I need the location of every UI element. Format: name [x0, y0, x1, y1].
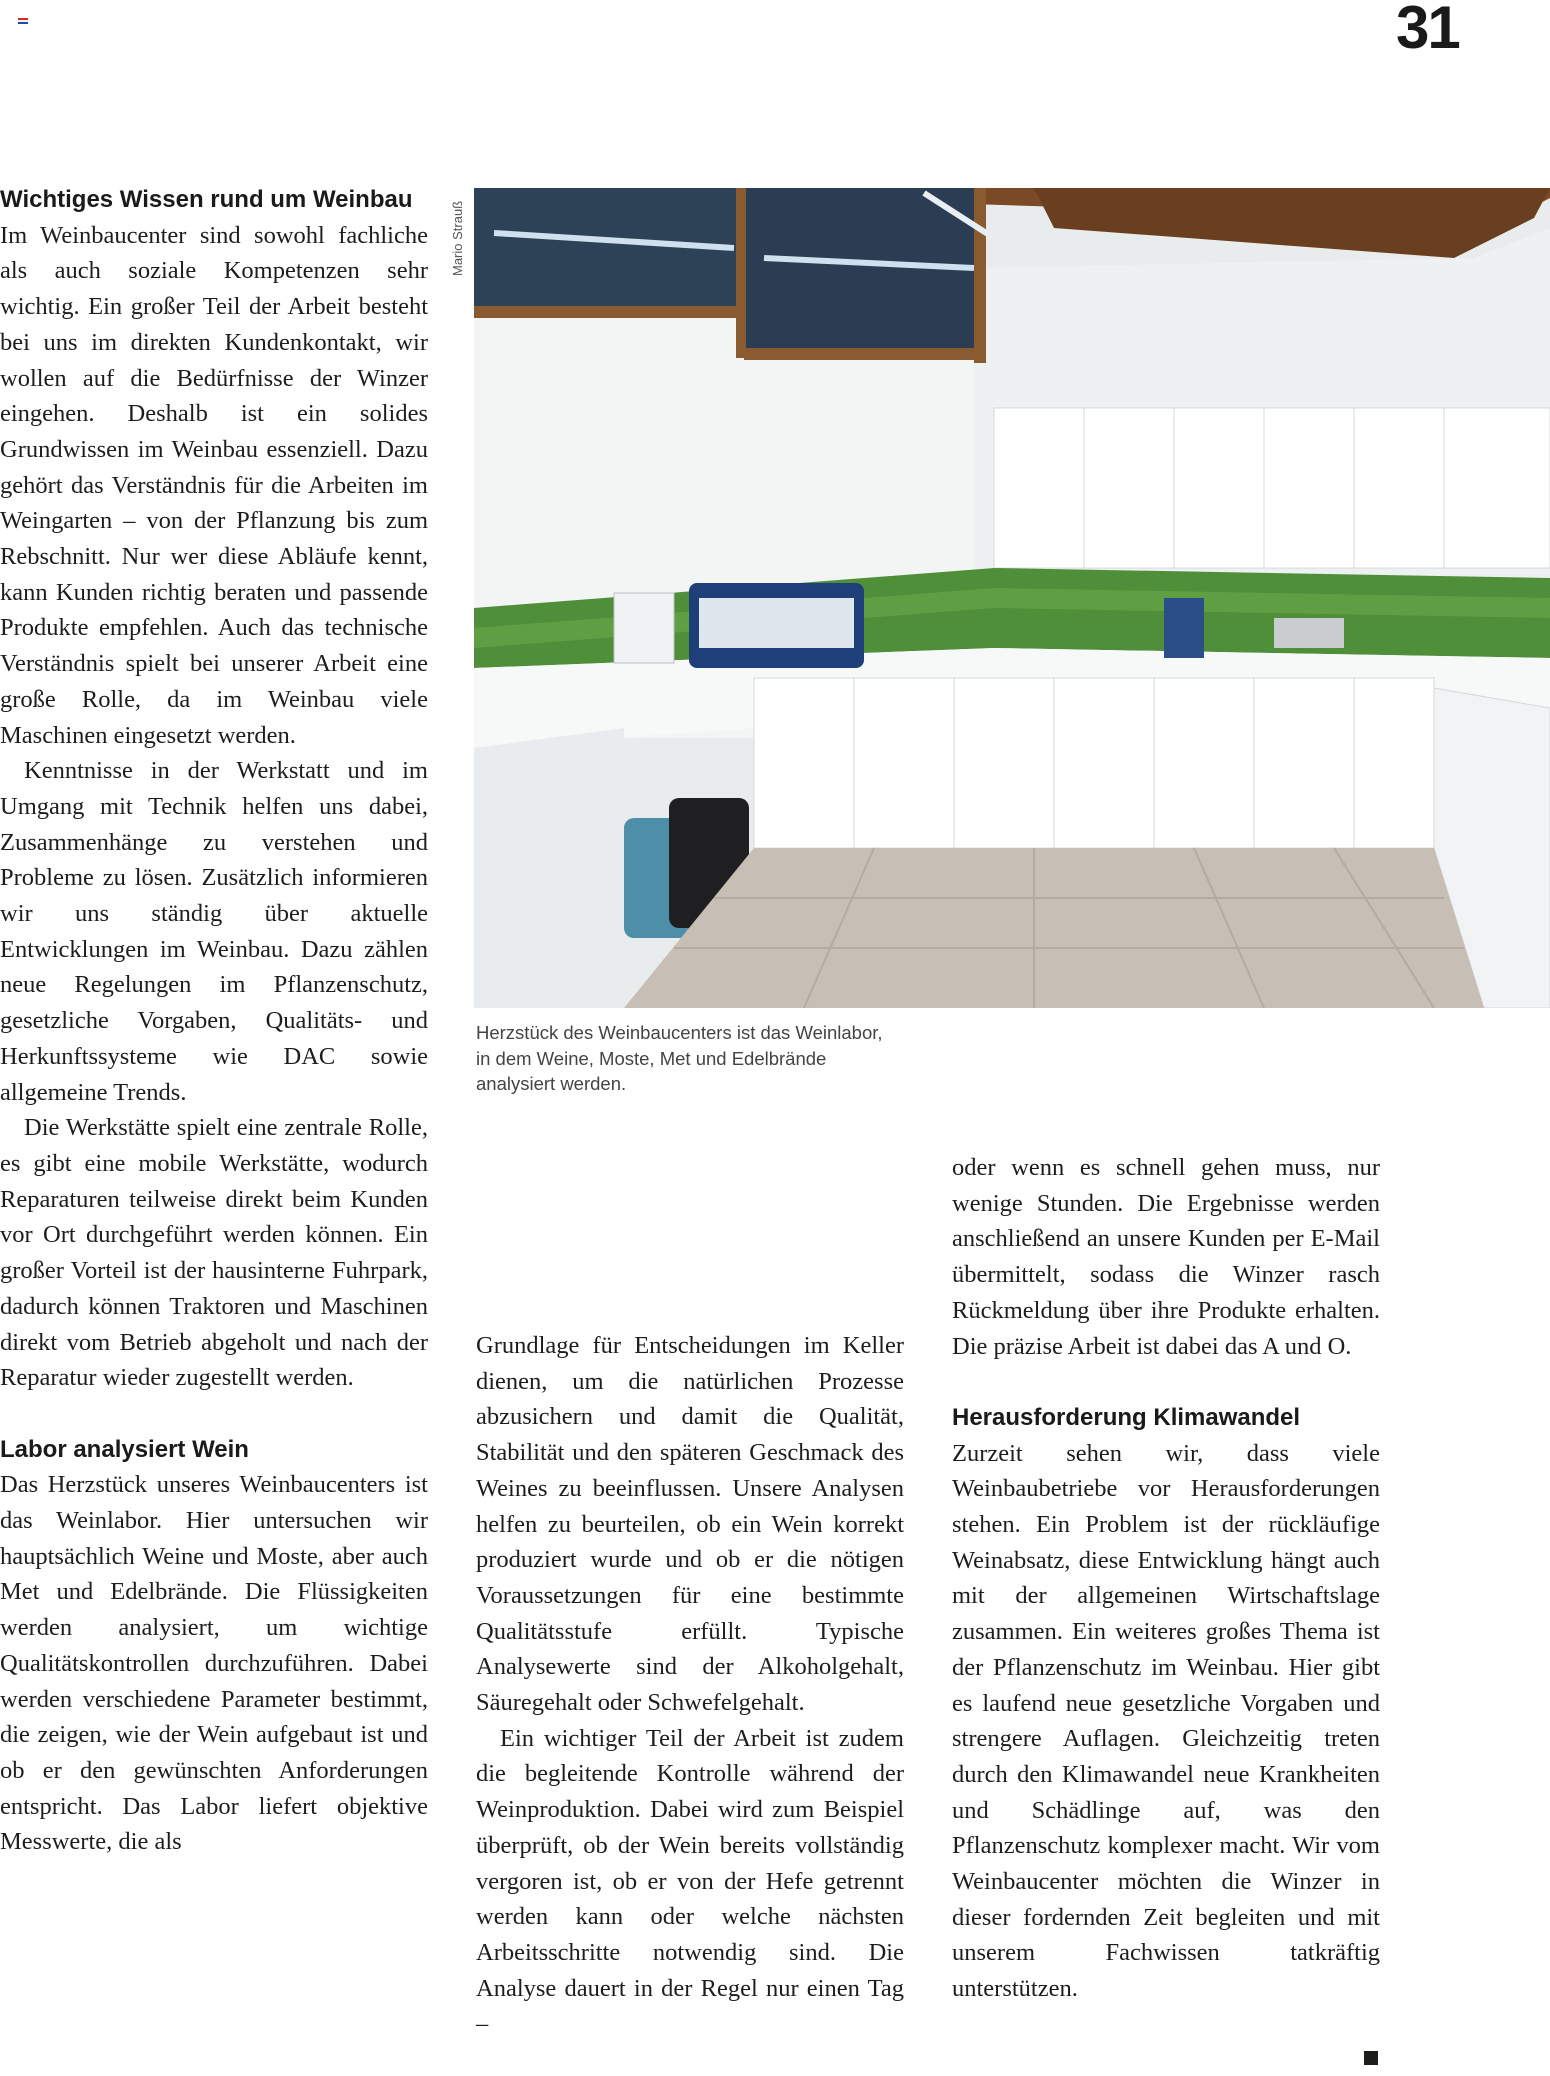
paragraph: Das Herzstück unseres Weinbaucenters ist das Weinlabor. Hier untersuchen wir hauptsächlich Weine und Moste, aber auch Met und Edelbrände. Die Flüssigkeiten werden analysiert, um wichtige Qualitätskontrollen durchzuführen. Dabei werden verschiedene Parameter bestimmt, die zeigen, wie der Wein aufgebaut ist und ob er den gewünschten Anforderungen entspricht. Das Labor liefert objektive Messwerte, die als — [0, 1471, 428, 1856]
end-mark — [1364, 2051, 1378, 2065]
lab-photo — [474, 188, 1550, 1008]
paragraph: Im Weinbaucenter sind sowohl fachliche als auch soziale Kompetenzen sehr wichtig. Ein großer Teil der Arbeit besteht bei uns im direkten Kundenkontakt, wir wollen auf die Bedürfnisse der Winzer eingehen. Deshalb ist ein solides Grundwissen im Weinbau essenziell. Dazu gehört das Verständnis für die Arbeiten im Weingarten – von der Pflanzung bis zum Rebschnitt. Nur wer diese Abläufe kennt, kann Kunden richtig beraten und passende Produkte empfehlen. Auch das technische Verständnis spielt bei unserer Arbeit eine große Rolle, da im Weinbau viele Maschinen eingesetzt werden. — [0, 221, 428, 749]
section-heading-wissen: Wichtiges Wissen rund um Weinbau — [0, 186, 413, 213]
paragraph: Die Werkstätte spielt eine zentrale Rolle, es gibt eine mobile Werkstätte, wodurch Reparaturen teilweise direkt beim Kunden vor Ort durchgeführt werden können. Ein großer Vorteil ist der hausinterne Fuhrpark, dadurch können Traktoren und Maschinen direkt vom Betrieb abgeholt und nach der Reparatur wieder zugestellt werden. — [0, 1114, 428, 1392]
section-heading-labor: Labor analysiert Wein — [0, 1435, 249, 1463]
section-heading-klimawandel: Herausforderung Klimawandel — [952, 1403, 1301, 1431]
flag-icon — [18, 18, 28, 24]
article-column-3 — [952, 1150, 1380, 2007]
paragraph: Ein wichtiger Teil der Arbeit ist zudem die begleitende Kontrolle während der Weinproduktion. Dabei wird zum Beispiel überprüft, ob der Wein bereits vollständig vergoren ist, ob er von der Hefe getrennt werden kann oder welche nächsten Arbeitsschritte notwendig sind. Die Analyse dauert in der Regel nur einen Tag – — [476, 1724, 904, 2038]
article-column-2 — [476, 1328, 904, 2042]
photo-caption: Herzstück des Weinbaucenters ist das Weinlabor, in dem Weine, Moste, Met und Edelbrände analysiert werden. — [476, 1022, 883, 1094]
paragraph: Kenntnisse in der Werkstatt und im Umgang mit Technik helfen uns dabei, Zusammenhänge zu verstehen und Probleme zu lösen. Zusätzlich informieren wir uns ständig über aktuelle Entwicklungen im Weinbau. Dazu zählen neue Regelungen im Pflanzenschutz, gesetzliche Vorgaben, Qualitäts- und Herkunftssysteme wie DAC sowie allgemeine Trends. — [0, 757, 428, 1106]
paragraph: Zurzeit sehen wir, dass viele Weinbaubetriebe vor Herausforderungen stehen. Ein Problem ist der rückläufige Weinabsatz, diese Entwicklung hängt auch mit der allgemeinen Wirtschaftslage zusammen. Ein weiteres großes Thema ist der Pflanzenschutz im Weinbau. Hier gibt es laufend neue gesetzliche Vorgaben und strengere Auflagen. Gleichzeitig treten durch den Klimawandel neue Krankheiten und Schädlinge auf, was den Pflanzenschutz komplexer macht. Wir vom Weinbaucenter möchten die Winzer in dieser fordernden Zeit begleiten und mit unserem Fachwissen tatkräftig unterstützen. — [952, 1439, 1380, 2003]
article-column-1 — [0, 182, 428, 1860]
page-number: 31 — [1396, 0, 1459, 61]
paragraph: Grundlage für Entscheidungen im Keller dienen, um die natürlichen Prozesse abzusichern und damit die Qualität, Stabilität und den späteren Geschmack des Weines zu beeinflussen. Unsere Analysen helfen zu beurteilen, ob ein Wein korrekt produziert wurde und ob er die nötigen Voraussetzungen für eine bestimmte Qualitätsstufe erfüllt. Typische Analysewerte sind der Alkoholgehalt, Säuregehalt oder Schwefelgehalt. — [476, 1332, 904, 1717]
paragraph: oder wenn es schnell gehen muss, nur wenige Stunden. Die Ergebnisse werden anschließend an unsere Kunden per E-Mail übermittelt, sodass die Winzer rasch Rückmeldung über ihre Produkte erhalten. Die präzise Arbeit ist dabei das A und O. — [952, 1154, 1380, 1360]
photo-credit: Mario Strauß — [450, 200, 465, 276]
